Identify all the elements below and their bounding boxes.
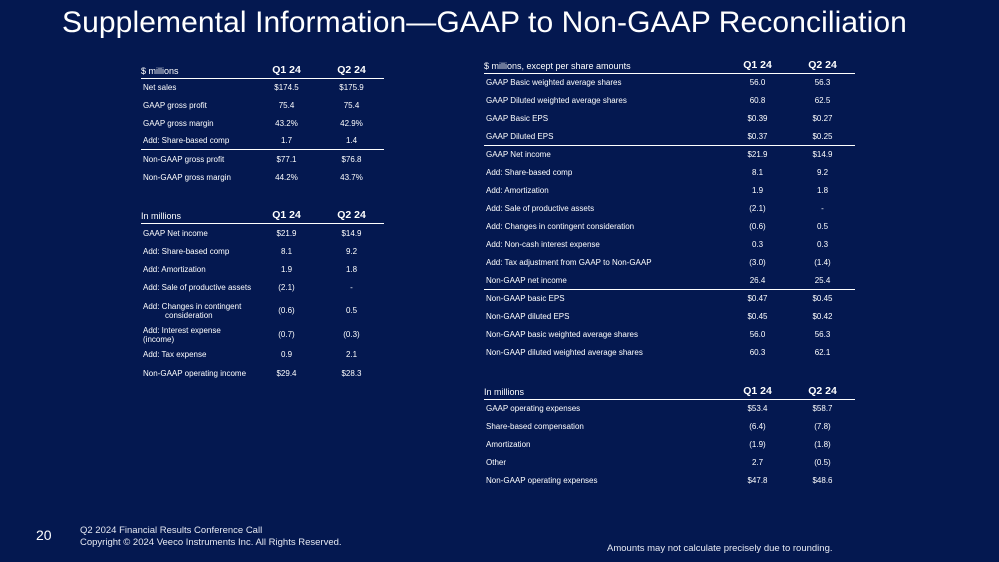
row-q2: 25.4 <box>814 275 831 285</box>
table-row <box>484 472 855 490</box>
row-q2: 56.3 <box>814 78 831 88</box>
opex-col-q1: Q1 24 <box>725 382 790 400</box>
row-q2: 2.1 <box>345 350 358 359</box>
row-q2: $0.45 <box>790 290 855 308</box>
row-q2: 42.9% <box>340 119 363 128</box>
row-label: Non-GAAP operating income <box>143 369 247 378</box>
row-label: Add: Changes in contingent consideration <box>486 222 635 231</box>
row-label: Add: Non-cash interest expense <box>486 240 600 249</box>
row-q2: $14.9 <box>341 228 362 238</box>
row-q1: $47.8 <box>747 476 768 485</box>
row-label: Add: Amortization <box>486 186 549 195</box>
row-q1: 60.8 <box>749 96 766 105</box>
table-row <box>141 169 384 187</box>
table-row <box>141 150 384 169</box>
row-label: GAAP operating expenses <box>486 404 581 414</box>
table-row <box>484 146 855 164</box>
table-row <box>141 279 384 297</box>
row-label: GAAP gross profit <box>143 101 207 110</box>
table-row <box>484 236 855 254</box>
row-label: Add: Share-based comp <box>143 247 230 256</box>
row-label: Add: Amortization <box>143 265 206 274</box>
row-label: Non-GAAP gross profit <box>141 150 254 169</box>
table-row <box>141 243 384 261</box>
row-q2: $14.9 <box>790 146 855 164</box>
page-title: Supplemental Information—GAAP to Non-GAAP Reconciliation <box>62 6 907 39</box>
table-row <box>484 218 855 236</box>
row-label: Add: Sale of productive assets <box>486 204 595 213</box>
row-q2: $28.3 <box>341 369 362 378</box>
table-row <box>484 418 855 436</box>
row-q1: 1.9 <box>751 186 764 195</box>
row-q2: 62.1 <box>814 348 831 357</box>
row-q1: $29.4 <box>276 369 297 378</box>
row-q1: $174.5 <box>274 83 299 93</box>
row-q2: $175.9 <box>339 83 364 93</box>
row-q2: 56.3 <box>814 330 831 339</box>
table-row <box>141 79 384 97</box>
row-q1: 0.3 <box>751 240 764 249</box>
row-q1: 1.9 <box>280 265 293 274</box>
table-row <box>484 344 855 362</box>
row-label: Non-GAAP net income <box>486 275 567 285</box>
table-row <box>141 325 384 345</box>
row-q1: (3.0) <box>749 258 766 267</box>
row-q1: 44.2% <box>275 173 298 182</box>
gross-table-header: $ millions <box>141 61 254 79</box>
row-q1: 60.3 <box>749 348 766 357</box>
row-q2: 9.2 <box>345 247 358 256</box>
table-row <box>484 164 855 182</box>
opinc-col-q1: Q1 24 <box>254 206 319 224</box>
opex-table <box>484 382 855 490</box>
row-q1: 56.0 <box>749 330 766 339</box>
row-label: GAAP Basic EPS <box>486 114 549 123</box>
row-q1: $0.39 <box>747 114 768 123</box>
row-label: GAAP Basic weighted average shares <box>486 78 622 88</box>
footer-line-2: Copyright © 2024 Veeco Instruments Inc. All Rights Reserved. <box>80 537 342 548</box>
row-label: Add: Interest expense (income) <box>143 325 221 344</box>
row-label: GAAP Diluted EPS <box>486 131 554 141</box>
row-label-text: Add: Changes in contingent consideration <box>143 301 242 320</box>
row-q1: 26.4 <box>749 275 766 285</box>
row-q2: (0.5) <box>814 458 831 467</box>
row-q2: 9.2 <box>816 168 829 177</box>
row-q1: (2.1) <box>749 204 766 213</box>
row-q1: $53.4 <box>747 404 768 414</box>
table-row <box>141 297 384 325</box>
table-row <box>141 97 384 115</box>
row-label: Non-GAAP diluted weighted average shares <box>486 348 643 357</box>
row-q2: (7.8) <box>814 422 831 431</box>
row-label: GAAP Net income <box>484 146 725 164</box>
row-q2: (0.3) <box>343 330 360 339</box>
row-q2: 43.7% <box>340 173 363 182</box>
row-q2: 1.8 <box>816 186 829 195</box>
row-q2: $0.25 <box>812 131 833 141</box>
row-label: Share-based compensation <box>486 422 584 431</box>
row-q2: (1.4) <box>814 258 831 267</box>
row-label: Add: Tax adjustment from GAAP to Non-GAAP <box>486 258 652 267</box>
opex-col-q2: Q2 24 <box>790 382 855 400</box>
row-q1: 8.1 <box>751 168 764 177</box>
row-q2: $76.8 <box>319 150 384 169</box>
table-row <box>141 224 384 243</box>
table-row <box>484 182 855 200</box>
row-q2: 75.4 <box>343 101 360 110</box>
row-q1: (0.6) <box>278 306 295 315</box>
eps-table <box>484 56 855 362</box>
table-row <box>484 110 855 128</box>
row-label: Add: Share-based comp <box>486 168 573 177</box>
row-q2: $0.42 <box>812 312 833 321</box>
row-q2: 1.4 <box>345 136 358 146</box>
row-label: Add: Share-based comp <box>143 136 230 146</box>
table-row <box>484 200 855 218</box>
table-row <box>141 261 384 279</box>
opinc-col-q2: Q2 24 <box>319 206 384 224</box>
table-row <box>484 290 855 308</box>
page-number: 20 <box>36 527 52 543</box>
row-label: Amortization <box>486 440 531 449</box>
row-q1: 1.7 <box>280 136 293 146</box>
row-q1: 43.2% <box>275 119 298 128</box>
eps-col-q2: Q2 24 <box>790 56 855 74</box>
row-q2: 0.3 <box>816 240 829 249</box>
table-row <box>484 400 855 418</box>
row-label: Non-GAAP basic weighted average shares <box>486 330 638 339</box>
opex-table-header: In millions <box>484 382 725 400</box>
row-q1: $0.45 <box>747 312 768 321</box>
table-row <box>484 254 855 272</box>
table-row <box>484 326 855 344</box>
row-q1: (1.9) <box>749 440 766 449</box>
row-q2: 62.5 <box>814 96 831 105</box>
row-label: Non-GAAP basic EPS <box>484 290 725 308</box>
table-row <box>484 74 855 92</box>
row-q1: 8.1 <box>280 247 293 256</box>
rounding-note: Amounts may not calculate precisely due to rounding. <box>607 543 833 554</box>
table-row <box>141 115 384 133</box>
row-label <box>141 297 254 325</box>
row-label: GAAP Diluted weighted average shares <box>486 96 627 105</box>
eps-table-header: $ millions, except per share amounts <box>484 56 725 74</box>
opinc-table-header: In millions <box>141 206 254 224</box>
row-q1: (0.7) <box>278 330 295 339</box>
row-q1: 2.7 <box>751 458 764 467</box>
row-q1: 75.4 <box>278 101 295 110</box>
row-q1: (2.1) <box>278 283 295 292</box>
row-q1: $0.47 <box>725 290 790 308</box>
footer-text <box>80 525 342 549</box>
operating-income-table <box>141 206 384 383</box>
row-q2: $0.27 <box>812 114 833 123</box>
row-label: GAAP Net income <box>143 228 208 238</box>
footer-line-1: Q2 2024 Financial Results Conference Call <box>80 525 263 536</box>
row-label: Non-GAAP operating expenses <box>486 476 598 485</box>
row-q1: $77.1 <box>254 150 319 169</box>
row-label: Add: Sale of productive assets <box>143 283 252 292</box>
row-label: Net sales <box>143 83 177 93</box>
row-q2: $58.7 <box>812 404 833 414</box>
table-row <box>484 92 855 110</box>
row-q1: (0.6) <box>749 222 766 231</box>
table-row <box>484 436 855 454</box>
row-label: Non-GAAP gross margin <box>143 173 231 182</box>
table-row <box>141 133 384 150</box>
table-row <box>484 308 855 326</box>
eps-col-q1: Q1 24 <box>725 56 790 74</box>
gross-profit-table <box>141 61 384 187</box>
row-q1: 0.9 <box>280 350 293 359</box>
table-row <box>484 272 855 290</box>
row-q1: (6.4) <box>749 422 766 431</box>
table-row <box>141 365 384 383</box>
table-row <box>141 345 384 365</box>
row-label: Non-GAAP diluted EPS <box>486 312 570 321</box>
row-q1: $21.9 <box>725 146 790 164</box>
row-label: Other <box>486 458 507 467</box>
row-q2: $48.6 <box>812 476 833 485</box>
row-q2: 0.5 <box>816 222 829 231</box>
table-row <box>484 128 855 146</box>
row-q1: 56.0 <box>749 78 766 88</box>
row-q2: 0.5 <box>345 306 358 315</box>
row-q2: 1.8 <box>345 265 358 274</box>
table-row <box>484 454 855 472</box>
gross-col-q1: Q1 24 <box>254 61 319 79</box>
row-q2: - <box>350 283 353 292</box>
row-q2: - <box>821 204 824 213</box>
row-q1: $21.9 <box>276 228 297 238</box>
row-q1: $0.37 <box>747 131 768 141</box>
row-label: GAAP gross margin <box>143 119 214 128</box>
row-q2: (1.8) <box>814 440 831 449</box>
gross-col-q2: Q2 24 <box>319 61 384 79</box>
row-label: Add: Tax expense <box>143 350 207 359</box>
